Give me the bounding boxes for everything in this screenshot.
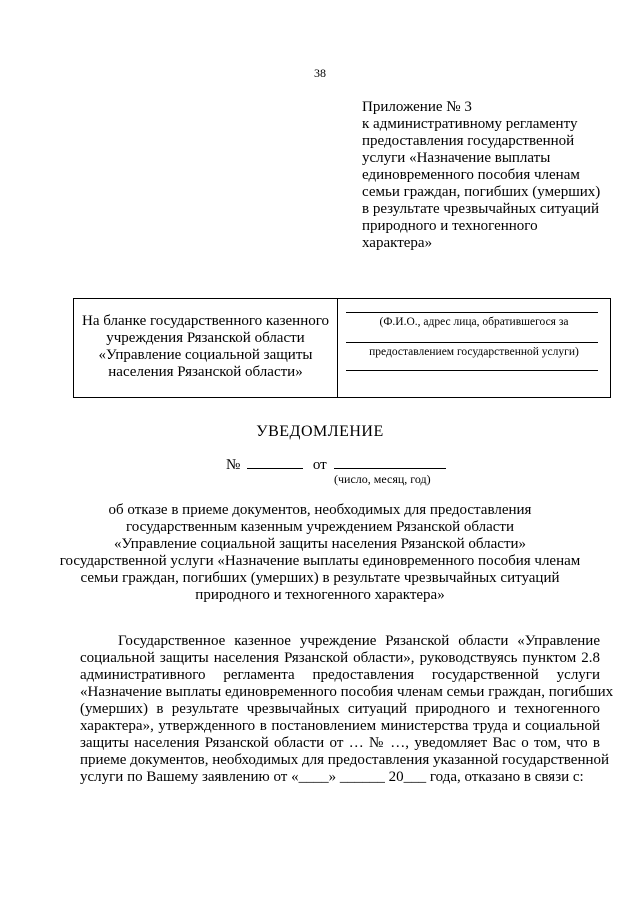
body-line: административного регламента предоставления государственной услуги (80, 667, 600, 683)
subject-line: об отказе в приеме документов, необходимых для предоставления (108, 502, 532, 518)
appendix-line: предоставления государственной (362, 133, 575, 149)
body-paragraph (80, 633, 614, 786)
appendix-line: единовременного пособия членам (362, 167, 580, 183)
appendix-line: в результате чрезвычайных ситуаций (362, 201, 599, 217)
recipient-fill-line (346, 370, 598, 371)
body-line: характера», утвержденного в постановлением министерства труда и социальной (80, 718, 600, 734)
date-blank (334, 456, 446, 469)
body-line: социальной защиты населения Рязанской области», руководствуясь пунктом 2.8 (80, 650, 600, 666)
appendix-line: к административному регламенту (362, 116, 578, 132)
number-blank (247, 456, 303, 469)
body-line: защиты населения Рязанской области от … № …, уведомляет Вас о том, что в (80, 735, 600, 751)
body-line: Государственное казенное учреждение Рязанской области «Управление (118, 633, 600, 649)
appendix-line: семьи граждан, погибших (умерших) (362, 184, 601, 200)
body-line: (умерших) в результате чрезвычайных ситуаций природного и техногенного (80, 701, 600, 717)
letterhead-line: «Управление социальной защиты (98, 347, 313, 363)
recipient-caption-2: предоставлением государственной услуги) (369, 346, 579, 358)
subject-line: «Управление социальной защиты населения Рязанской области» (113, 536, 527, 552)
appendix-header (362, 99, 612, 252)
date-caption: (число, месяц, год) (334, 472, 431, 486)
recipient-fill-line (346, 342, 598, 343)
subject-line: семьи граждан, погибших (умерших) в результате чрезвычайных ситуаций (80, 570, 560, 586)
letterhead-line: На бланке государственного казенного (81, 313, 330, 329)
body-line: приеме документов, необходимых для предоставления указанной государственной (80, 752, 610, 768)
body-line: «Назначение выплаты единовременного пособия членам семьи граждан, погибших (80, 684, 614, 700)
page-number: 38 (314, 66, 326, 80)
letterhead-cell (74, 299, 338, 397)
recipient-fill-line (346, 312, 598, 313)
subject (0, 502, 640, 604)
from-word: от (312, 457, 327, 473)
appendix-line: характера» (362, 235, 433, 251)
appendix-line: Приложение № 3 (362, 99, 472, 115)
letterhead-line: населения Рязанской области» (108, 364, 303, 380)
letterhead-line: учреждения Рязанской области (106, 330, 305, 346)
subject-line: природного и техногенного характера» (195, 587, 445, 603)
number-sign: № (226, 457, 241, 473)
subject-line: государственным казенным учреждением Рязанской области (125, 519, 515, 535)
recipient-cell (338, 299, 610, 397)
form-box (73, 298, 611, 398)
appendix-line: природного и техногенного (362, 218, 538, 234)
appendix-line: услуги «Назначение выплаты (362, 150, 551, 166)
document-title: УВЕДОМЛЕНИЕ (256, 423, 384, 440)
recipient-caption-1: (Ф.И.О., адрес лица, обратившегося за (379, 316, 569, 328)
subject-line: государственной услуги «Назначение выплаты единовременного пособия членам (59, 553, 581, 569)
body-last-line: услуги по Вашему заявлению от «____» ______ 20___ года, отказано в связи с: (80, 769, 584, 785)
